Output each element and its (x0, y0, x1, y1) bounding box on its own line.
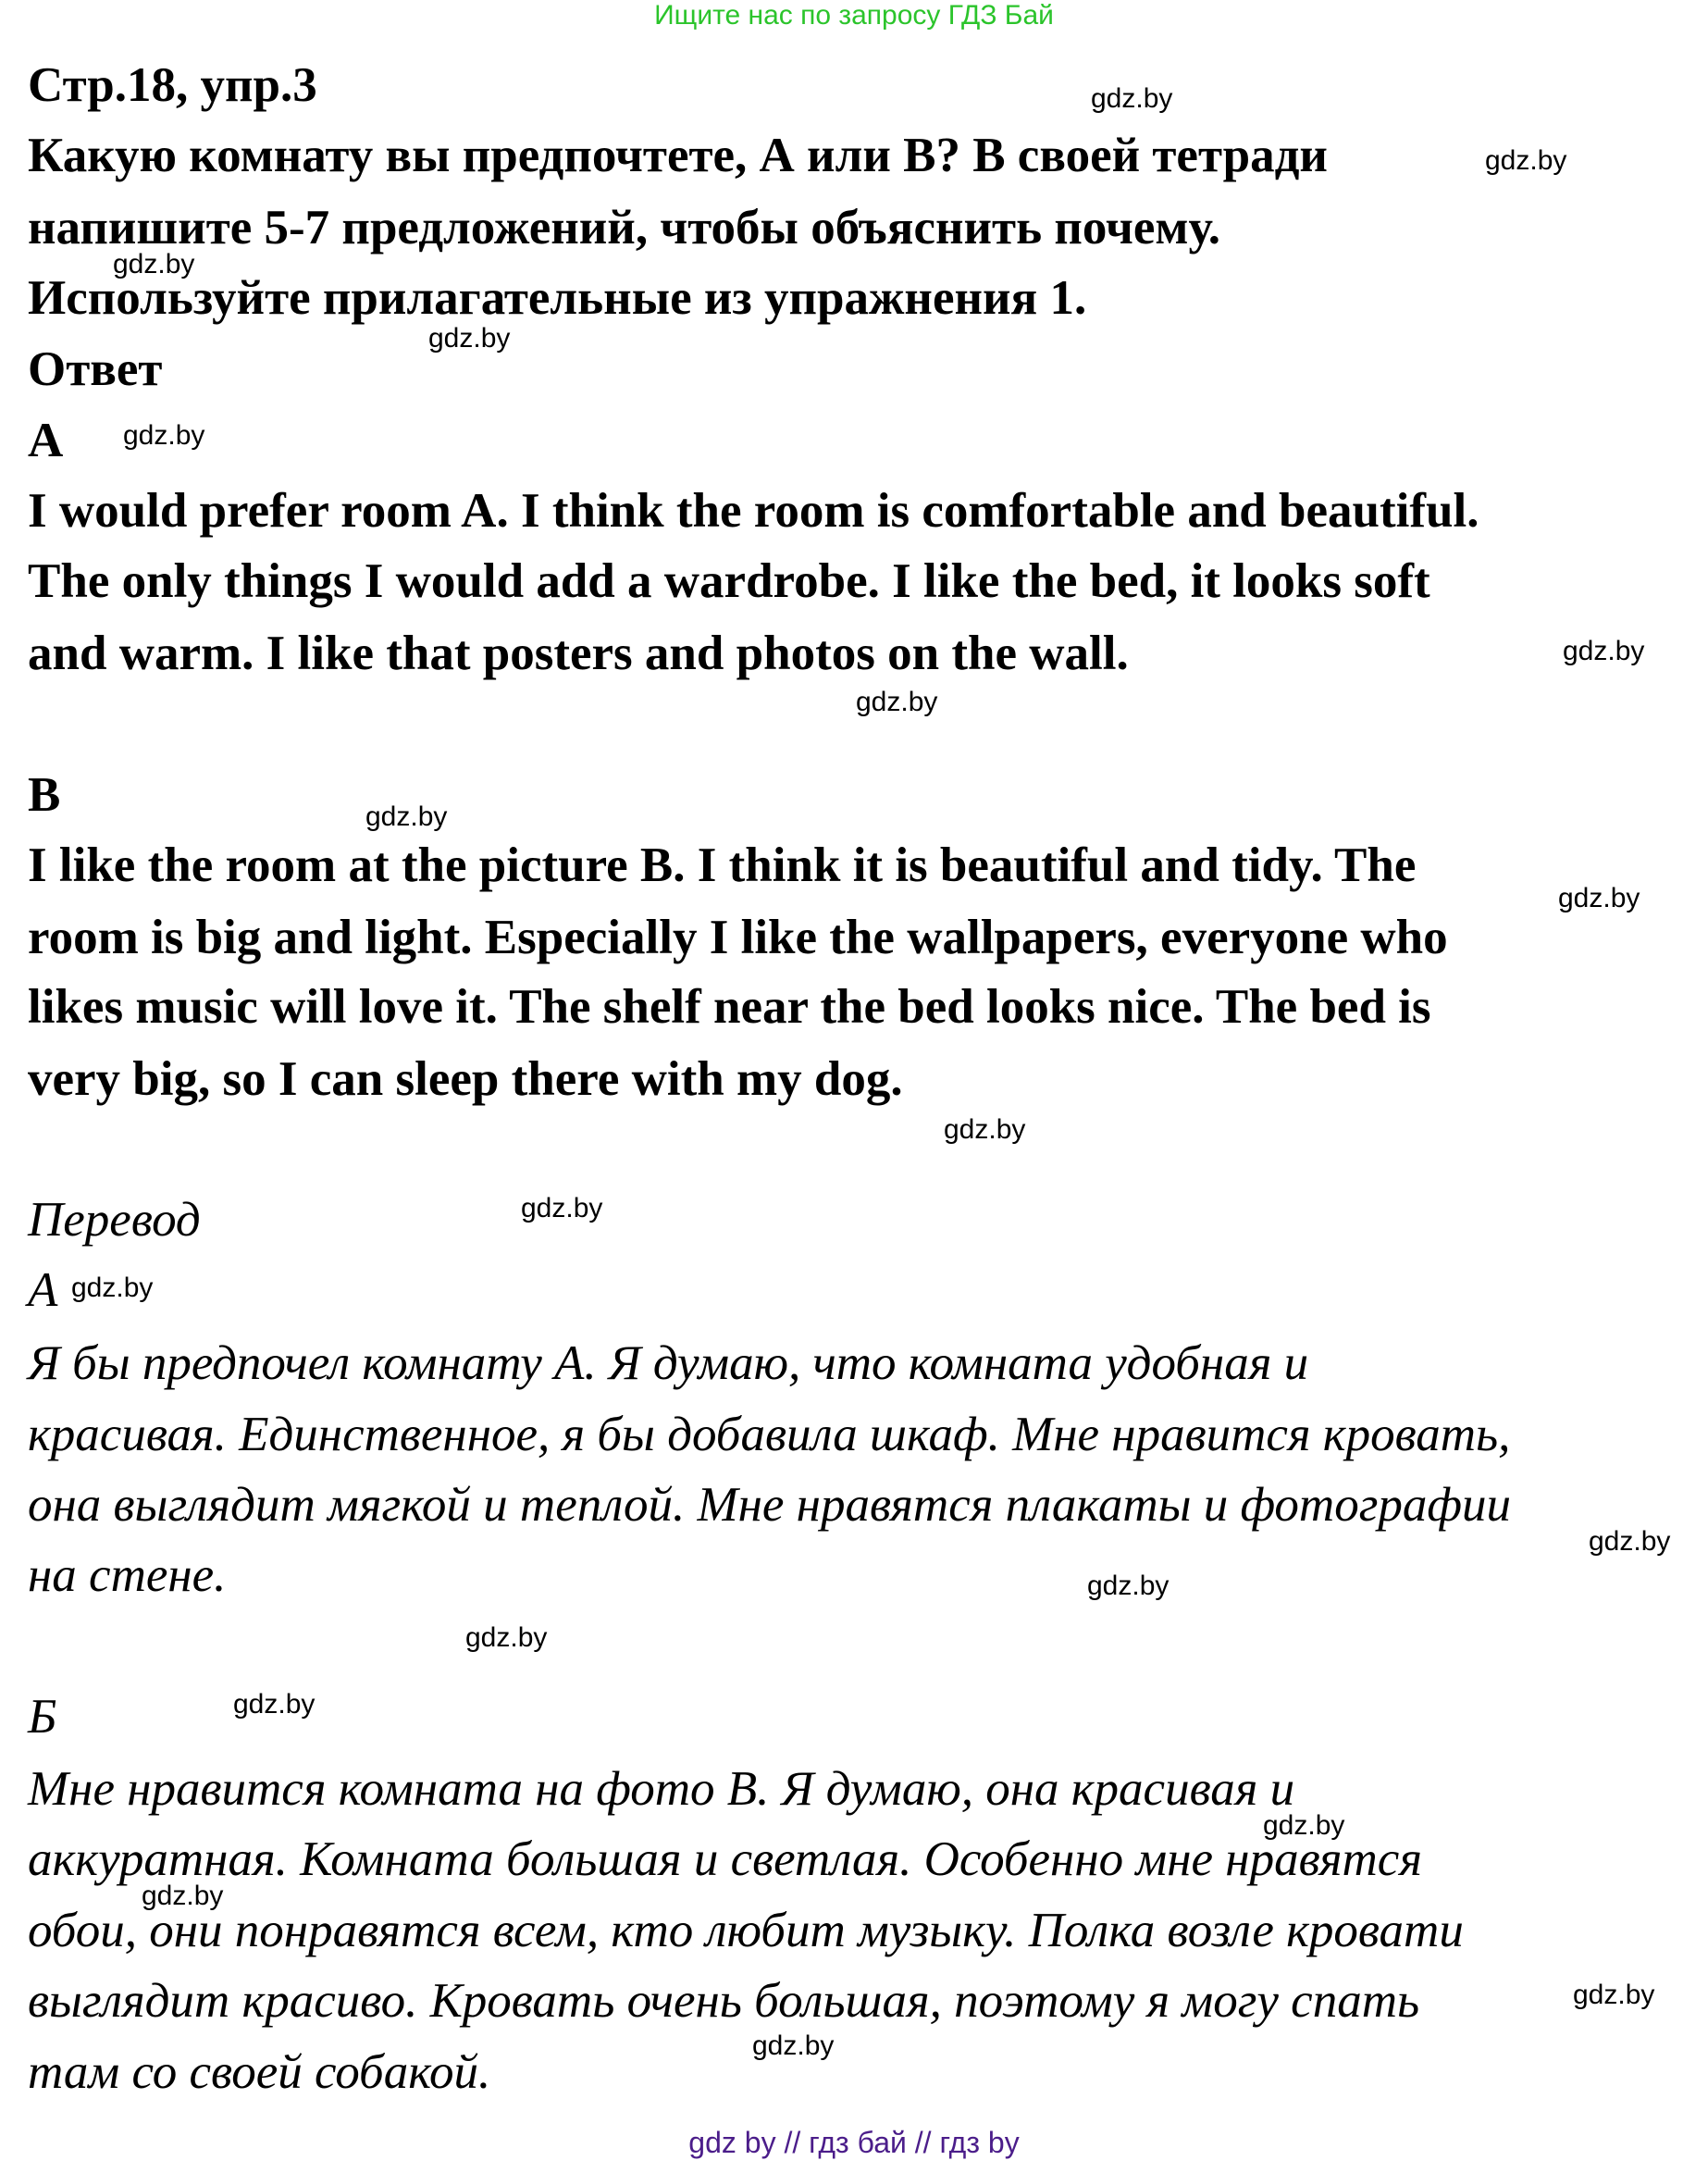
watermark: gdz.by (113, 249, 195, 279)
answer-a-line: The only things I would add a wardrobe. I like the bed, it looks soft (28, 554, 1430, 608)
translation-a-line: на стене. (28, 1548, 227, 1602)
task-line: Используйте прилагательные из упражнения 1. (28, 271, 1087, 325)
watermark: gdz.by (521, 1193, 603, 1223)
answer-a-line: and warm. I like that posters and photos on the wall. (28, 627, 1129, 680)
translation-a-label: А (28, 1263, 58, 1317)
translation-a-line: она выглядит мягкой и теплой. Мне нравятся плакаты и фотографии (28, 1478, 1512, 1532)
answer-b-line: likes music will love it. The shelf near the bed looks nice. The bed is (28, 980, 1431, 1034)
watermark: gdz.by (752, 2030, 835, 2061)
watermark: gdz.by (1573, 1980, 1655, 2010)
watermark: gdz.by (142, 1881, 224, 1911)
translation-b-line: Мне нравится комната на фото В. Я думаю, она красивая и (28, 1762, 1295, 1816)
watermark: gdz.by (1087, 1571, 1170, 1601)
watermark: gdz.by (428, 323, 511, 354)
translation-heading: Перевод (28, 1193, 201, 1247)
watermark: gdz.by (123, 420, 205, 451)
translation-b-line: выглядит красиво. Кровать очень большая, поэтому я могу спать (28, 1974, 1420, 2028)
translation-b-line: там со своей собакой. (28, 2045, 491, 2099)
watermark: gdz.by (1263, 1810, 1345, 1841)
watermark: gdz.by (944, 1114, 1026, 1145)
translation-b-line: обои, они понравятся всем, кто любит музыку. Полка возле кровати (28, 1904, 1464, 1957)
search-hint-header: Ищите нас по запросу ГДЗ Бай (654, 0, 1054, 31)
watermark: gdz.by (71, 1273, 154, 1303)
answer-heading: Ответ (28, 342, 163, 396)
watermark: gdz.by (1091, 83, 1173, 114)
watermark: gdz.by (856, 687, 938, 717)
translation-b-line: аккуратная. Комната большая и светлая. Особенно мне нравятся (28, 1832, 1422, 1886)
answer-b-line: room is big and light. Especially I like the wallpapers, everyone who (28, 911, 1448, 964)
watermark: gdz.by (1589, 1526, 1671, 1557)
watermark: gdz.by (1558, 883, 1640, 913)
task-line: напишите 5-7 предложений, чтобы объяснить почему. (28, 201, 1220, 255)
watermark: gdz.by (1563, 636, 1645, 666)
watermark: gdz.by (465, 1622, 548, 1653)
translation-a-line: красивая. Единственное, я бы добавила шкаф. Мне нравится кровать, (28, 1408, 1511, 1461)
answer-a-label: A (28, 414, 64, 467)
watermark: gdz.by (1485, 145, 1567, 176)
answer-b-line: very big, so I can sleep there with my dog. (28, 1052, 903, 1106)
answer-b-line: I like the room at the picture B. I think it is beautiful and tidy. The (28, 838, 1417, 892)
answer-a-line: I would prefer room A. I think the room is comfortable and beautiful. (28, 484, 1479, 538)
footer-links[interactable]: gdz by // гдз бай // гдз by (688, 2126, 1020, 2159)
watermark: gdz.by (233, 1689, 316, 1720)
page-title: Стр.18, упр.3 (28, 58, 317, 112)
answer-b-label: B (28, 768, 61, 822)
task-line: Какую комнату вы предпочтете, А или В? В своей тетради (28, 129, 1328, 182)
watermark: gdz.by (365, 801, 448, 832)
translation-b-label: Б (28, 1690, 57, 1744)
translation-a-line: Я бы предпочел комнату А. Я думаю, что комната удобная и (28, 1336, 1309, 1390)
